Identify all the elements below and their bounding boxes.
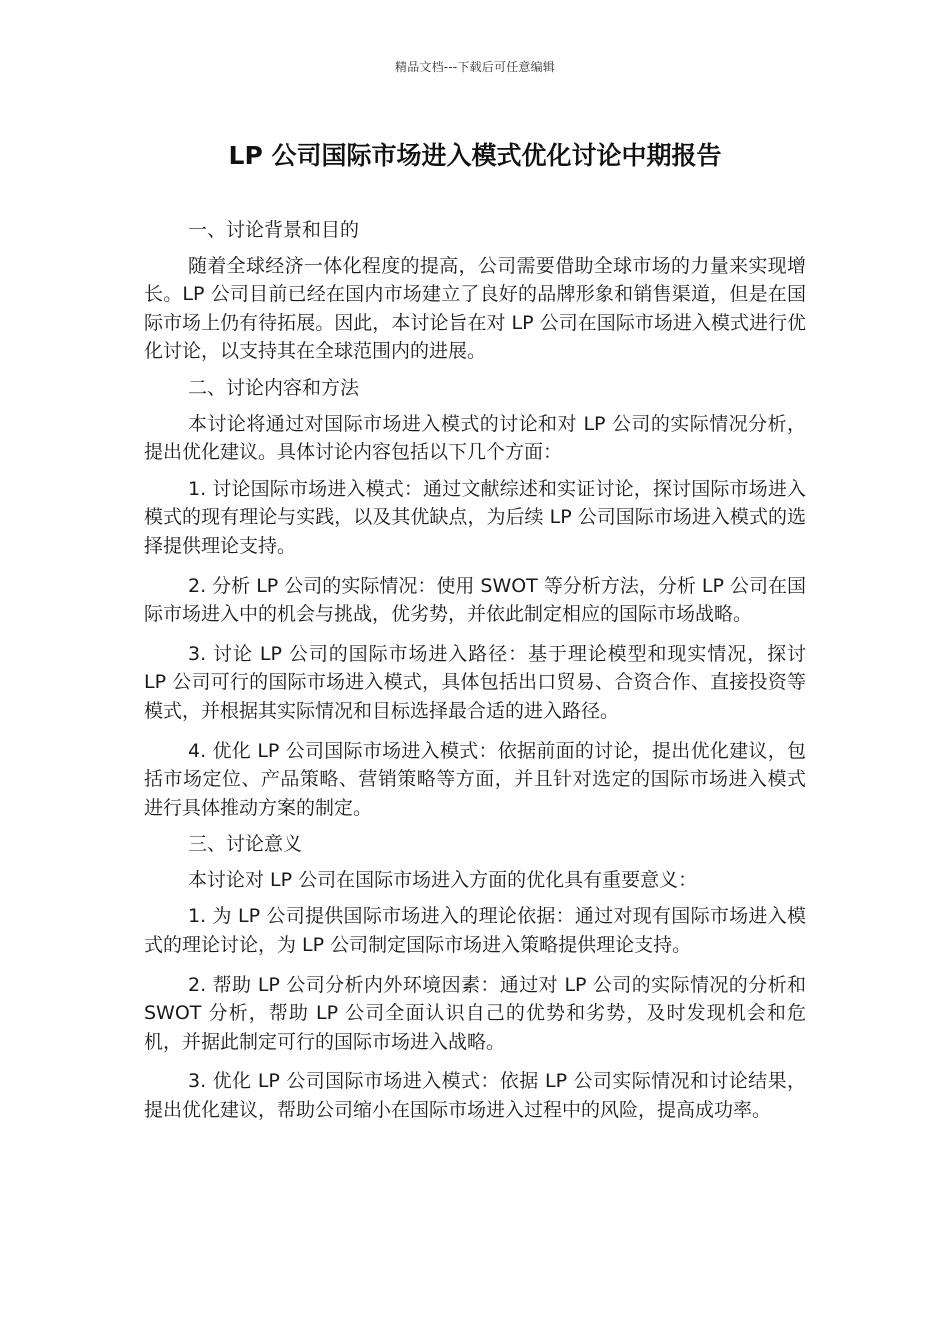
section-heading-significance: 三、讨论意义: [188, 833, 303, 856]
list-item-significance-3: 3. 优化 LP 公司国际市场进入模式：依据 LP 公司实际情况和讨论结果，提出优化建议，帮助公司缩小在国际市场进入过程中的风险，提高成功率。: [144, 1070, 806, 1122]
paragraph-significance-intro: 本讨论对 LP 公司在国际市场进入方面的优化具有重要意义：: [188, 868, 698, 891]
list-item-content-3: 3. 讨论 LP 公司的国际市场进入路径：基于理论模型和现实情况，探讨 LP 公司可行的国际市场进入模式，具体包括出口贸易、合资合作、直接投资等模式，并根据其实际情况和目标选择最合适的进入路径。: [144, 642, 806, 722]
section-heading-background: 一、讨论背景和目的: [188, 219, 360, 241]
list-item-significance-1: 1. 为 LP 公司提供国际市场进入的理论依据：通过对现有国际市场进入模式的理论讨论，为 LP 公司制定国际市场进入策略提供理论支持。: [144, 905, 806, 957]
list-item-content-1: 1. 讨论国际市场进入模式：通过文献综述和实证讨论，探讨国际市场进入模式的现有理论与实践，以及其优缺点，为后续 LP 公司国际市场进入模式的选择提供理论支持。: [144, 477, 806, 557]
list-item-content-2: 2. 分析 LP 公司的实际情况：使用 SWOT 等分析方法，分析 LP 公司在国际市场进入中的机会与挑战，优劣势，并依此制定相应的国际市场战略。: [144, 574, 806, 626]
list-item-content-4: 4. 优化 LP 公司国际市场进入模式：依据前面的讨论，提出优化建议，包括市场定位、产品策略、营销策略等方面，并且针对选定的国际市场进入模式进行具体推动方案的制定。: [144, 739, 806, 819]
document-title: LP 公司国际市场进入模式优化讨论中期报告: [228, 141, 722, 170]
paragraph-background: 随着全球经济一体化程度的提高，公司需要借助全球市场的力量来实现增长。LP 公司目前已经在国内市场建立了良好的品牌形象和销售渠道，但是在国际市场上仍有待拓展。因此，本讨论旨在对 LP 公司在国际市场进入模式进行优化讨论，以支持其在全球范围内的进展。: [144, 254, 806, 363]
section-heading-content-method: 二、讨论内容和方法: [188, 376, 360, 399]
header-note: 精品文档---下载后可任意编辑: [395, 60, 555, 74]
paragraph-content-intro: 本讨论将通过对国际市场进入模式的讨论和对 LP 公司的实际情况分析，提出优化建议。具体讨论内容包括以下几个方面：: [144, 412, 806, 464]
list-item-significance-2: 2. 帮助 LP 公司分析内外环境因素：通过对 LP 公司的实际情况的分析和 SWOT 分析，帮助 LP 公司全面认识自己的优势和劣势，及时发现机会和危机，并据此制定可行的国际市场进入战略。: [144, 973, 806, 1053]
document-body: [144, 216, 806, 1136]
